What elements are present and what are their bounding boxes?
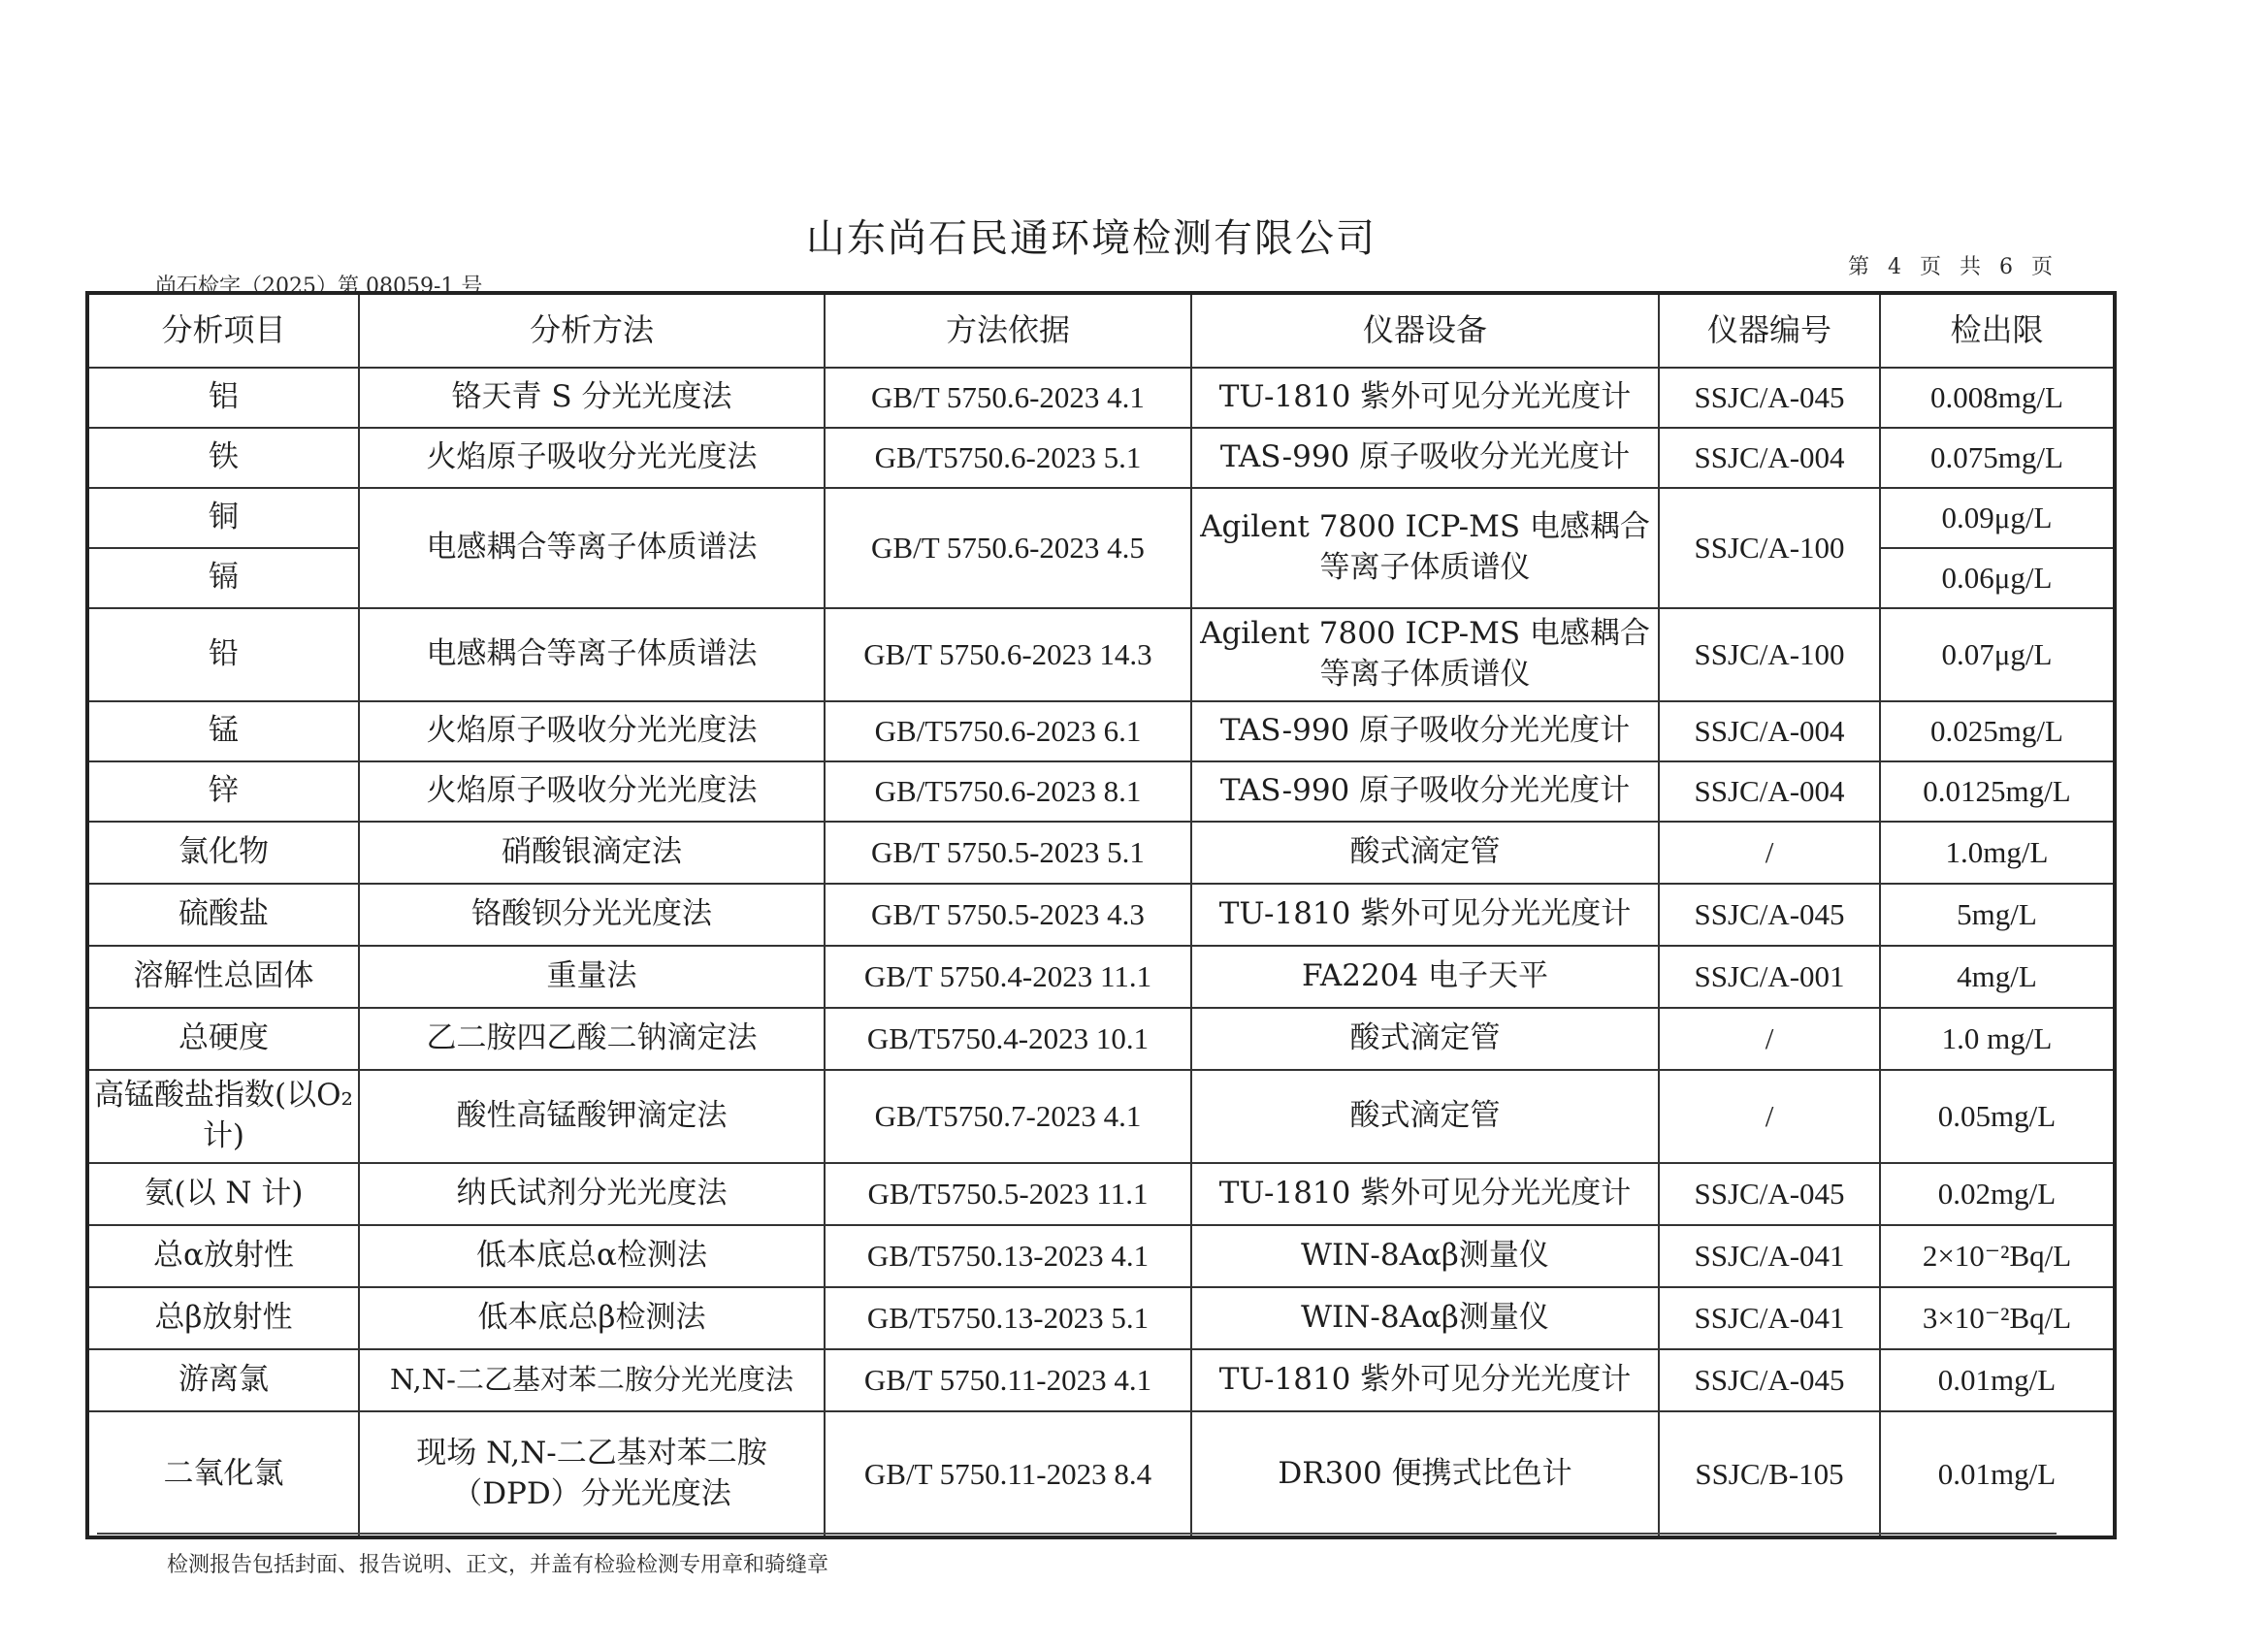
table-row xyxy=(87,608,2115,701)
instrument-number: SSJC/A-041 xyxy=(1659,1225,1880,1287)
instrument-number: SSJC/A-001 xyxy=(1659,946,1880,1008)
instrument-number: SSJC/B-105 xyxy=(1659,1411,1880,1537)
analysis-method: N,N-二乙基对苯二胺分光光度法 xyxy=(359,1349,825,1411)
instrument-number: SSJC/A-004 xyxy=(1659,428,1880,488)
detection-limit: 0.01mg/L xyxy=(1880,1411,2115,1537)
method-basis: GB/T 5750.11-2023 4.1 xyxy=(825,1349,1191,1411)
method-basis: GB/T 5750.6-2023 14.3 xyxy=(825,608,1191,701)
instrument-number: SSJC/A-045 xyxy=(1659,368,1880,428)
instrument-number: / xyxy=(1659,1070,1880,1163)
table-row xyxy=(87,1008,2115,1070)
analysis-method: 火焰原子吸收分光光度法 xyxy=(359,428,825,488)
analysis-item: 氯化物 xyxy=(87,822,359,884)
instrument: TU-1810 紫外可见分光光度计 xyxy=(1191,884,1659,946)
footer-note: 检测报告包括封面、报告说明、正文，并盖有检验检测专用章和骑缝章 xyxy=(167,1553,829,1577)
instrument: TAS-990 原子吸收分光光度计 xyxy=(1191,761,1659,822)
company-name: 山东尚石民通环境检测有限公司 xyxy=(806,216,1377,261)
table-row xyxy=(87,1070,2115,1163)
report-number: 尚石检字（2025）第 08059-1 号 xyxy=(155,275,483,299)
instrument: Agilent 7800 ICP-MS 电感耦合等离子体质谱仪 xyxy=(1191,488,1659,608)
column-header-item: 分析项目 xyxy=(87,293,359,368)
analysis-method: 电感耦合等离子体质谱法 xyxy=(359,608,825,701)
instrument-number: SSJC/A-045 xyxy=(1659,1163,1880,1225)
analysis-item: 游离氯 xyxy=(87,1349,359,1411)
instrument-number: / xyxy=(1659,1008,1880,1070)
instrument-number: SSJC/A-100 xyxy=(1659,608,1880,701)
column-header-basis: 方法依据 xyxy=(825,293,1191,368)
footer-divider xyxy=(97,1533,2057,1535)
analysis-method: 电感耦合等离子体质谱法 xyxy=(359,488,825,608)
table-header-row xyxy=(87,293,2115,368)
detection-limit: 5mg/L xyxy=(1880,884,2115,946)
instrument: 酸式滴定管 xyxy=(1191,1070,1659,1163)
method-basis: GB/T5750.5-2023 11.1 xyxy=(825,1163,1191,1225)
detection-limit: 4mg/L xyxy=(1880,946,2115,1008)
table-row xyxy=(87,1163,2115,1225)
instrument-number: SSJC/A-045 xyxy=(1659,884,1880,946)
detection-limit: 0.0125mg/L xyxy=(1880,761,2115,822)
analysis-method: 纳氏试剂分光光度法 xyxy=(359,1163,825,1225)
page-number: 第 4 页 共 6 页 xyxy=(1848,255,2058,279)
table-row xyxy=(87,488,2115,548)
analysis-method: 火焰原子吸收分光光度法 xyxy=(359,761,825,822)
analysis-method: 硝酸银滴定法 xyxy=(359,822,825,884)
analysis-method: 火焰原子吸收分光光度法 xyxy=(359,701,825,761)
instrument-number: SSJC/A-004 xyxy=(1659,761,1880,822)
column-header-instrument-no: 仪器编号 xyxy=(1659,293,1880,368)
table-row xyxy=(87,701,2115,761)
method-basis: GB/T 5750.5-2023 4.3 xyxy=(825,884,1191,946)
analysis-item: 铁 xyxy=(87,428,359,488)
analysis-item: 锌 xyxy=(87,761,359,822)
method-basis: GB/T 5750.4-2023 11.1 xyxy=(825,946,1191,1008)
table-row xyxy=(87,1349,2115,1411)
analysis-method: 铬天青 S 分光光度法 xyxy=(359,368,825,428)
instrument-number: SSJC/A-041 xyxy=(1659,1287,1880,1349)
analysis-method: 酸性高锰酸钾滴定法 xyxy=(359,1070,825,1163)
instrument: 酸式滴定管 xyxy=(1191,822,1659,884)
detection-limit: 0.05mg/L xyxy=(1880,1070,2115,1163)
detection-limit: 0.07μg/L xyxy=(1880,608,2115,701)
analysis-method: 低本底总α检测法 xyxy=(359,1225,825,1287)
analysis-item: 总硬度 xyxy=(87,1008,359,1070)
instrument: TAS-990 原子吸收分光光度计 xyxy=(1191,428,1659,488)
table-row xyxy=(87,946,2115,1008)
analysis-method: 重量法 xyxy=(359,946,825,1008)
analysis-item: 锰 xyxy=(87,701,359,761)
instrument-number: / xyxy=(1659,822,1880,884)
analysis-method: 乙二胺四乙酸二钠滴定法 xyxy=(359,1008,825,1070)
detection-limit: 1.0 mg/L xyxy=(1880,1008,2115,1070)
instrument: WIN-8Aαβ测量仪 xyxy=(1191,1225,1659,1287)
column-header-instrument: 仪器设备 xyxy=(1191,293,1659,368)
column-header-method: 分析方法 xyxy=(359,293,825,368)
table-row xyxy=(87,1411,2115,1537)
detection-limit: 0.02mg/L xyxy=(1880,1163,2115,1225)
instrument: Agilent 7800 ICP-MS 电感耦合等离子体质谱仪 xyxy=(1191,608,1659,701)
analysis-method: 铬酸钡分光光度法 xyxy=(359,884,825,946)
column-header-limit: 检出限 xyxy=(1880,293,2115,368)
instrument: DR300 便携式比色计 xyxy=(1191,1411,1659,1537)
detection-limit: 3×10⁻²Bq/L xyxy=(1880,1287,2115,1349)
analysis-method-table xyxy=(85,291,2117,1539)
analysis-item: 铜 xyxy=(87,488,359,548)
analysis-item: 氨(以 N 计) xyxy=(87,1163,359,1225)
detection-limit: 0.025mg/L xyxy=(1880,701,2115,761)
table-row xyxy=(87,1225,2115,1287)
detection-limit: 0.06μg/L xyxy=(1880,548,2115,608)
analysis-item: 溶解性总固体 xyxy=(87,946,359,1008)
instrument-number: SSJC/A-004 xyxy=(1659,701,1880,761)
analysis-item: 铅 xyxy=(87,608,359,701)
detection-limit: 0.075mg/L xyxy=(1880,428,2115,488)
method-basis: GB/T 5750.11-2023 8.4 xyxy=(825,1411,1191,1537)
method-basis: GB/T5750.4-2023 10.1 xyxy=(825,1008,1191,1070)
method-basis: GB/T 5750.6-2023 4.1 xyxy=(825,368,1191,428)
method-basis: GB/T5750.6-2023 6.1 xyxy=(825,701,1191,761)
instrument: 酸式滴定管 xyxy=(1191,1008,1659,1070)
table-row xyxy=(87,428,2115,488)
instrument: TU-1810 紫外可见分光光度计 xyxy=(1191,1349,1659,1411)
analysis-item: 镉 xyxy=(87,548,359,608)
analysis-item: 二氧化氯 xyxy=(87,1411,359,1537)
detection-limit: 2×10⁻²Bq/L xyxy=(1880,1225,2115,1287)
analysis-method: 低本底总β检测法 xyxy=(359,1287,825,1349)
instrument: FA2204 电子天平 xyxy=(1191,946,1659,1008)
instrument: TAS-990 原子吸收分光光度计 xyxy=(1191,701,1659,761)
analysis-item: 硫酸盐 xyxy=(87,884,359,946)
method-basis: GB/T 5750.6-2023 4.5 xyxy=(825,488,1191,608)
method-basis: GB/T5750.7-2023 4.1 xyxy=(825,1070,1191,1163)
analysis-item: 总β放射性 xyxy=(87,1287,359,1349)
instrument: TU-1810 紫外可见分光光度计 xyxy=(1191,368,1659,428)
instrument-number: SSJC/A-045 xyxy=(1659,1349,1880,1411)
method-basis: GB/T5750.13-2023 5.1 xyxy=(825,1287,1191,1349)
instrument-number: SSJC/A-100 xyxy=(1659,488,1880,608)
method-basis: GB/T5750.6-2023 8.1 xyxy=(825,761,1191,822)
instrument: TU-1810 紫外可见分光光度计 xyxy=(1191,1163,1659,1225)
table-row xyxy=(87,761,2115,822)
method-basis: GB/T5750.13-2023 4.1 xyxy=(825,1225,1191,1287)
analysis-item: 铝 xyxy=(87,368,359,428)
analysis-item: 总α放射性 xyxy=(87,1225,359,1287)
table-row xyxy=(87,822,2115,884)
method-basis: GB/T 5750.5-2023 5.1 xyxy=(825,822,1191,884)
table-row xyxy=(87,1287,2115,1349)
table-row xyxy=(87,368,2115,428)
detection-limit: 0.008mg/L xyxy=(1880,368,2115,428)
detection-limit: 0.09μg/L xyxy=(1880,488,2115,548)
method-basis: GB/T5750.6-2023 5.1 xyxy=(825,428,1191,488)
analysis-item: 高锰酸盐指数(以O₂计) xyxy=(87,1070,359,1163)
detection-limit: 1.0mg/L xyxy=(1880,822,2115,884)
table-row xyxy=(87,884,2115,946)
detection-limit: 0.01mg/L xyxy=(1880,1349,2115,1411)
analysis-method: 现场 N,N-二乙基对苯二胺（DPD）分光光度法 xyxy=(359,1411,825,1537)
instrument: WIN-8Aαβ测量仪 xyxy=(1191,1287,1659,1349)
